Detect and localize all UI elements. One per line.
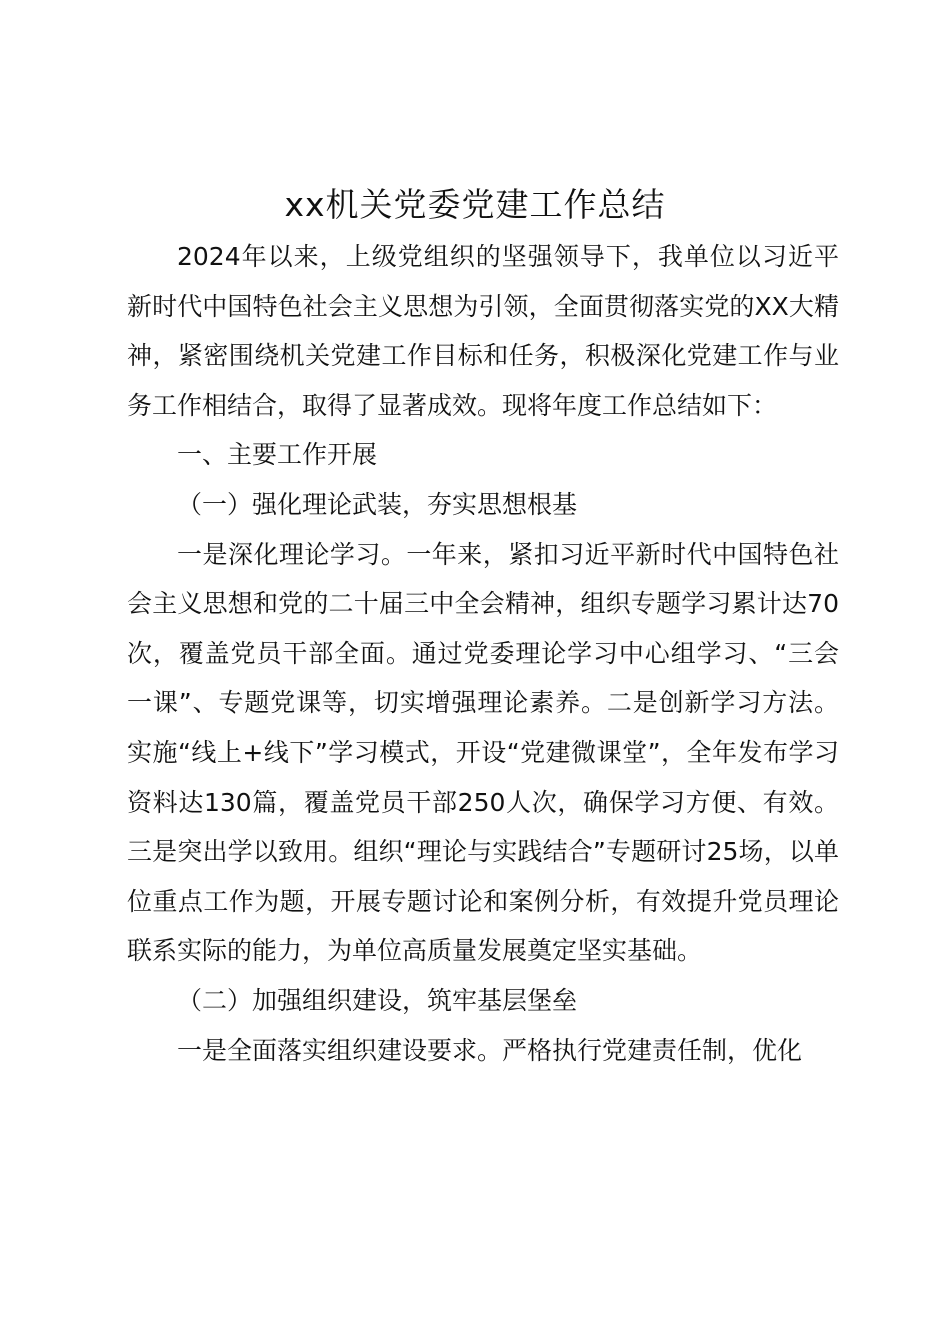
subsection-heading-organization: （二）加强组织建设，筑牢基层堡垒 bbox=[177, 985, 578, 1015]
organization-paragraph: 一是全面落实组织建设要求。严格执行党建责任制，优化 bbox=[177, 1035, 803, 1065]
document-title: xx机关党委党建工作总结 bbox=[284, 185, 666, 224]
document-body bbox=[127, 232, 839, 1075]
section-heading-main-work: 一、主要工作开展 bbox=[177, 440, 378, 470]
theory-paragraph: 一是深化理论学习。一年来，紧扣习近平新时代中国特色社会主义思想和党的二十届三中全会精神，组织专题学习累计达70次，覆盖党员干部全面。通过党委理论学习中心组学习、“三会一课”、专题党课等，切实增强理论素养。二是创新学习方法。实施“线上+线下”学习模式，开设“党建微课堂”，全年发布学习资料达130篇，覆盖党员干部250人次，确保学习方便、有效。三是突出学以致用。组织“理论与实践结合”专题研讨25场，以单位重点工作为题，开展专题讨论和案例分析，有效提升党员理论联系实际的能力，为单位高质量发展奠定坚实基础。 bbox=[127, 539, 839, 966]
intro-paragraph: 2024年以来，上级党组织的坚强领导下，我单位以习近平新时代中国特色社会主义思想为引领，全面贯彻落实党的XX大精神，紧密围绕机关党建工作目标和任务，积极深化党建工作与业务工作相结合，取得了显著成效。现将年度工作总结如下： bbox=[127, 242, 839, 420]
subsection-heading-theory: （一）强化理论武装，夯实思想根基 bbox=[177, 489, 578, 519]
